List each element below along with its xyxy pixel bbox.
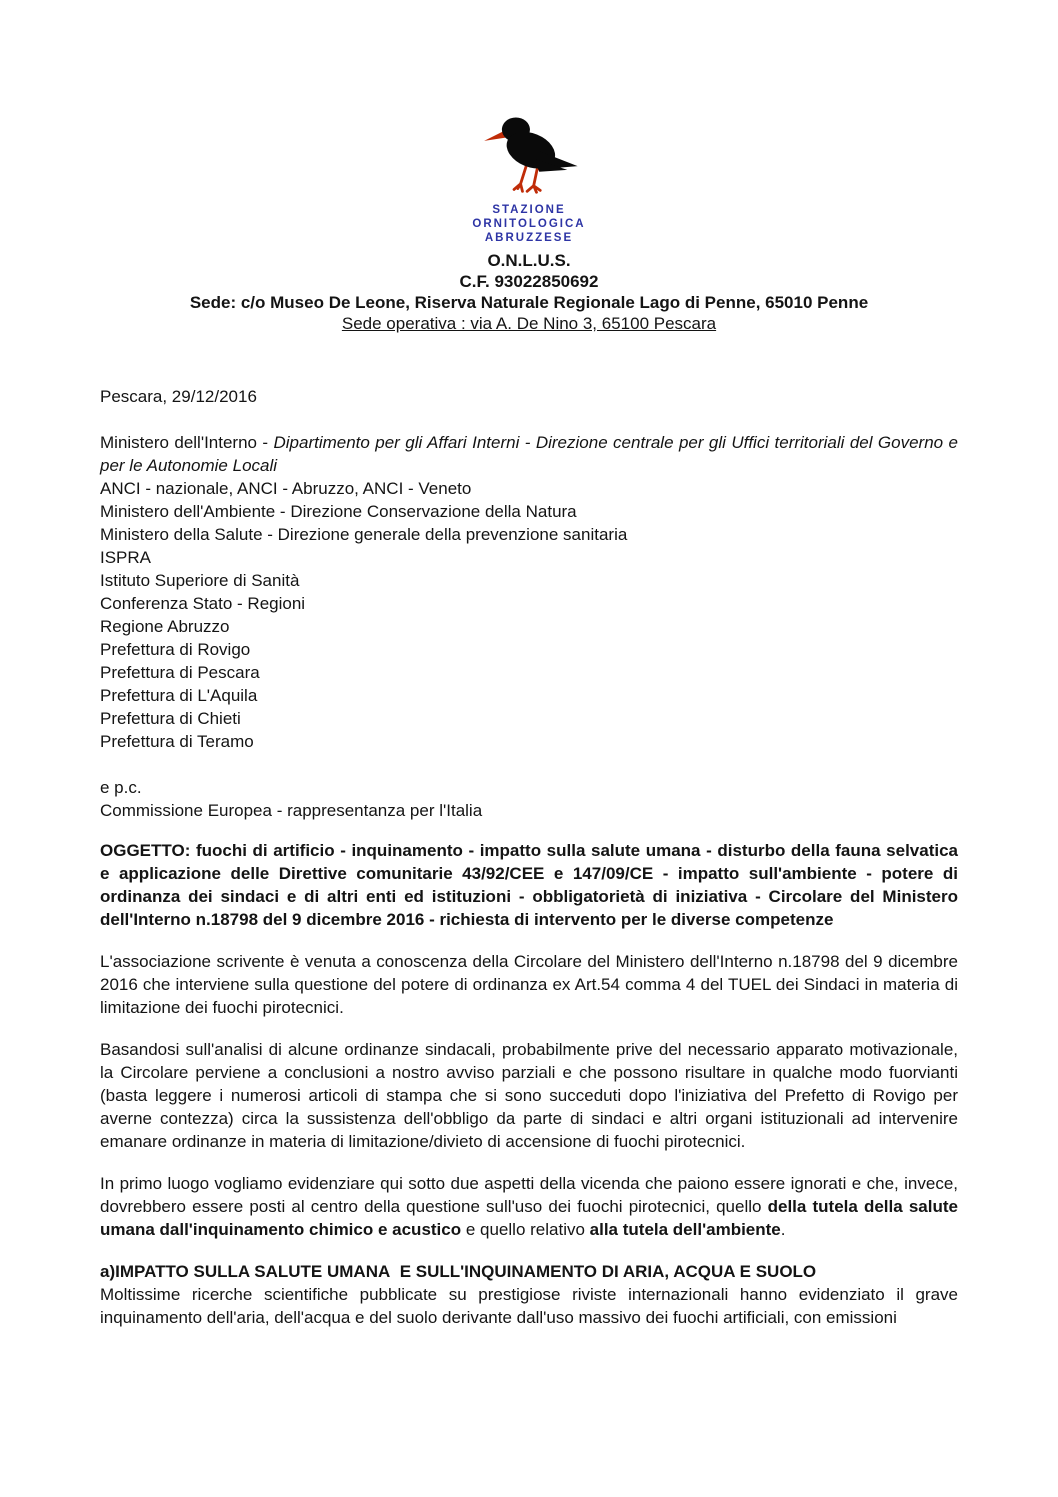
recipient-line: Prefettura di L'Aquila [100,686,258,705]
recipient-line: Regione Abruzzo [100,617,230,636]
operational-office: Sede operativa : via A. De Nino 3, 65100 Pescara [341,314,717,333]
paragraph-bold-text: della tutela della salute umana dall'inquinamento chimico e acustico [100,1197,958,1239]
section-a-heading: a)IMPATTO SULLA SALUTE UMANA E SULL'INQUINAMENTO DI ARIA, ACQUA E SUOLO [100,1262,817,1281]
cc-label: e p.c. [100,778,142,797]
cc-recipient: Commissione Europea - rappresentanza per l'Italia [100,801,483,820]
body-paragraph-3 [100,1172,958,1241]
logo-caption-line: STAZIONE [492,204,566,216]
recipient-line: ISPRA [100,548,152,567]
paragraph-text: e quello relativo [461,1220,590,1239]
org-name: O.N.L.U.S. [487,251,571,270]
logo-caption-line: ORNITOLOGICA [472,218,586,230]
subject-paragraph: OGGETTO: fuochi di artificio - inquinamento - impatto sulla salute umana - disturbo della fauna selvatica e applicazione delle Direttive comunitarie 43/92/CEE e 147/09/CE - impatto sull'ambiente - potere di ordinanza dei sindaci e di altri enti ed istituzioni - obbligatorietà di iniziativa - Circolare del Ministero dell'Interno n.18798 del 9 dicembre 2016 - richiesta di intervento per le diverse competenze [100,841,958,929]
recipient-line: Conferenza Stato - Regioni [100,594,306,613]
recipient-line [100,431,958,477]
letterhead [100,250,958,334]
recipient-line: Prefettura di Pescara [100,663,260,682]
date-line: Pescara, 29/12/2016 [100,387,257,406]
recipient-line: Prefettura di Rovigo [100,640,251,659]
recipient-line: Istituto Superiore di Sanità [100,571,300,590]
bird-logo-icon [477,110,581,196]
body-paragraph-2: Basandosi sull'analisi di alcune ordinanze sindacali, probabilmente prive del necessario apparato motivazionale, la Circolare perviene a conclusioni a nostro avviso parziali e che possono risultare in qualche modo fuorvianti (basta leggere i numerosi articoli di stampa che si sono succeduti dopo l'iniziativa del Prefetto di Rovigo per averne contezza) circa la sussistenza dell'obbligo da parte di sindaci e altri organi istituzionali ad intervenire emanare ordinanze in materia di limitazione/divieto di accensione di fuochi pirotecnici. [100,1040,958,1151]
registered-office: Sede: c/o Museo De Leone, Riserva Naturale Regionale Lago di Penne, 65010 Penne [189,293,869,312]
logo-caption-line: ABRUZZESE [484,232,574,244]
recipient-line: Prefettura di Teramo [100,732,254,751]
recipient-ministry-interior-dept: Dipartimento per gli Affari Interni - Direzione centrale per gli Uffici territoriali del Governo e per le Autonomie Locali [100,433,958,475]
recipient-line: Ministero dell'Ambiente - Direzione Conservazione della Natura [100,502,577,521]
recipient-line: Ministero della Salute - Direzione generale della prevenzione sanitaria [100,525,628,544]
body-paragraph-1: L'associazione scrivente è venuta a conoscenza della Circolare del Ministero dell'Interno n.18798 del 9 dicembre 2016 che interviene sulla questione del potere di ordinanza ex Art.54 comma 4 del TUEL dei Sindaci in materia di limitazione dei fuochi pirotecnici. [100,952,958,1017]
org-logo [100,0,958,245]
paragraph-bold-text: alla tutela dell'ambiente [589,1220,781,1239]
recipients-list [100,431,958,753]
section-a-paragraph: Moltissime ricerche scientifiche pubblicate su prestigiose riviste internazionali hanno evidenziato il grave inquinamento dell'aria, dell'acqua e del suolo derivante dall'uso massivo dei fuochi artificiali, con emissioni [100,1285,958,1327]
logo-caption [100,203,958,245]
cc-block [100,776,958,822]
paragraph-text: In primo luogo vogliamo evidenziare qui sotto due aspetti della vicenda che paiono essere ignorati e che, invece, dovrebbero essere posti al centro della questione sull'uso dei fuochi pirotecnici, quello [100,1174,958,1216]
paragraph-text: . [780,1220,786,1239]
recipient-line: Prefettura di Chieti [100,709,241,728]
fiscal-code: C.F. 93022850692 [459,272,599,291]
recipient-line: ANCI - nazionale, ANCI - Abruzzo, ANCI - Veneto [100,479,472,498]
recipient-ministry-interior: Ministero dell'Interno - [100,433,274,452]
